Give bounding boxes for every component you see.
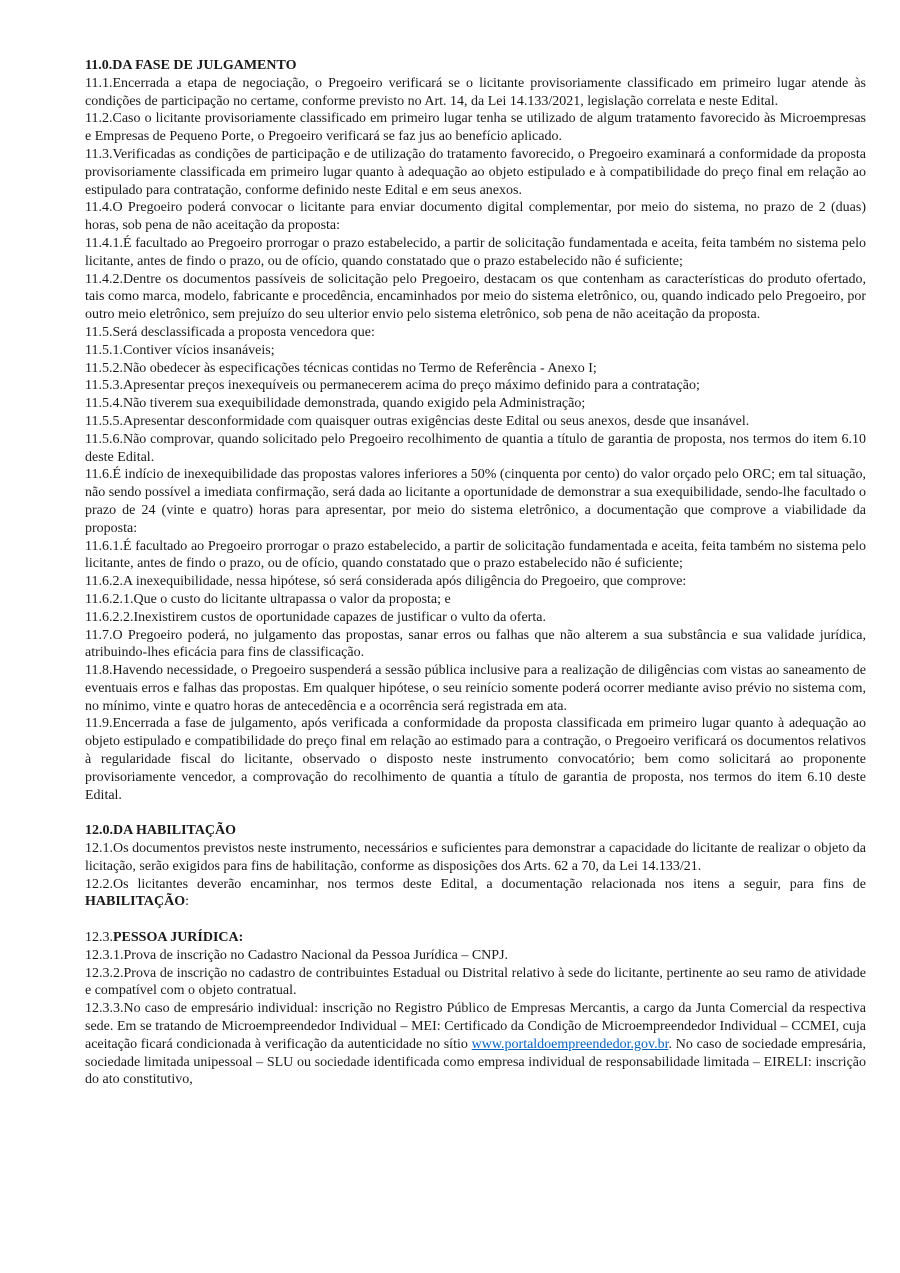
- subsection-12-3-title: PESSOA JURÍDICA:: [113, 930, 244, 946]
- portal-empreendedor-link[interactable]: www.portaldoempreendedor.gov.br: [471, 1036, 669, 1052]
- subsection-12-3-heading: [85, 929, 866, 947]
- paragraph-11-5-5: 11.5.5.Apresentar desconformidade com quaisquer outras exigências deste Edital ou seus anexos, desde que insanável.: [85, 413, 750, 429]
- section-fase-julgamento: [85, 57, 866, 804]
- paragraph-11-7: 11.7.O Pregoeiro poderá, no julgamento das propostas, sanar erros ou falhas que não alterem a sua substância e sua validade jurídica, atribuindo-lhes eficácia para fins de classificação.: [85, 627, 866, 661]
- section-12-heading: 12.0.DA HABILITAÇÃO: [85, 823, 237, 839]
- paragraph-12-2-text: 12.2.Os licitantes deverão encaminhar, nos termos deste Edital, a documentação relacionada nos itens a seguir, para fins de: [85, 876, 866, 892]
- paragraph-11-1: 11.1.Encerrada a etapa de negociação, o Pregoeiro verificará se o licitante provisoriamente classificado em primeiro lugar atende às condições de participação no certame, conforme previsto no Art. 14, da Lei 14.133/2021, legislação correlata e neste Edital.: [85, 75, 866, 109]
- paragraph-11-5-2: 11.5.2.Não obedecer às especificações técnicas contidas no Termo de Referência - Anexo I;: [85, 360, 597, 376]
- paragraph-11-6-2: 11.6.2.A inexequibilidade, nessa hipótese, só será considerada após diligência do Pregoeiro, que comprove:: [85, 574, 687, 590]
- paragraph-12-2-tail: :: [185, 894, 189, 910]
- habilitacao-bold-term: HABILITAÇÃO: [85, 894, 186, 910]
- paragraph-11-3: 11.3.Verificadas as condições de participação e de utilização do tratamento favorecido, o Pregoeiro examinará a conformidade da proposta provisoriamente classificada em primeiro lugar quanto à adequação ao objeto estipulado e à compatibilidade do preço final em relação ao estipulado para contratação, conforme definido neste Edital e em seus anexos.: [85, 146, 866, 198]
- paragraph-11-6-1: 11.6.1.É facultado ao Pregoeiro prorrogar o prazo estabelecido, a partir de solicitação fundamentada e aceita, feita também no sistema pelo licitante, antes de findo o prazo, ou de ofício, quando constatado que o prazo estabelecido não é suficiente;: [85, 538, 866, 572]
- paragraph-11-6-2-1: 11.6.2.1.Que o custo do licitante ultrapassa o valor da proposta; e: [85, 591, 451, 607]
- paragraph-11-9: 11.9.Encerrada a fase de julgamento, após verificada a conformidade da proposta classificada em primeiro lugar quanto à adequação ao objeto estipulado e compatibilidade do preço final em relação ao estimado para a contração, o Pregoeiro verificará os documentos relativos à regularidade fiscal do licitante, observado o disposto neste instrumento convocatório; bem como solicitará ao proponente provisoriamente vencedor, a comprovação do recolhimento de quantia a título de garantia de proposta, nos termos do item 6.10 deste Edital.: [85, 716, 866, 803]
- section-habilitacao: [85, 822, 866, 1089]
- paragraph-12-2: [85, 876, 866, 912]
- paragraph-11-2: 11.2.Caso o licitante provisoriamente classificado em primeiro lugar tenha se utilizado de algum tratamento favorecido às Microempresas e Empresas de Pequeno Porte, o Pregoeiro verificará se faz jus ao benefício aplicado.: [85, 111, 866, 145]
- paragraph-11-6: 11.6.É indício de inexequibilidade das propostas valores inferiores a 50% (cinquenta por cento) do valor orçado pelo ORC; em tal situação, não sendo possível a imediata confirmação, será dada ao licitante a oportunidade de demonstrar a sua exequibilidade, sendo-lhe facultado o prazo de 24 (vinte e quatro) horas para apresentar, por meio do sistema eletrônico, a documentação que comprove a viabilidade da proposta:: [85, 467, 866, 536]
- paragraph-11-5-6: 11.5.6.Não comprovar, quando solicitado pelo Pregoeiro recolhimento de quantia a título de garantia de proposta, nos termos do item 6.10 deste Edital.: [85, 431, 866, 465]
- paragraph-12-3-3: [85, 1000, 866, 1089]
- paragraph-11-5: 11.5.Será desclassificada a proposta vencedora que:: [85, 324, 375, 340]
- paragraph-11-5-1: 11.5.1.Contiver vícios insanáveis;: [85, 342, 275, 358]
- paragraph-12-3-1: 12.3.1.Prova de inscrição no Cadastro Nacional da Pessoa Jurídica – CNPJ.: [85, 947, 509, 963]
- subsection-12-3-number: 12.3.: [85, 930, 113, 946]
- paragraph-11-4-2: 11.4.2.Dentre os documentos passíveis de solicitação pelo Pregoeiro, destacam os que contenham as características do produto ofertado, tais como marca, modelo, fabricante e procedência, encaminhados por meio do sistema eletrônico, ou, quando indicado pelo Pregoeiro, por outro meio eletrônico, sem prejuízo do seu ulterior envio pelo sistema eletrônico, sob pena de não aceitação da proposta.: [85, 271, 866, 323]
- paragraph-11-6-2-2: 11.6.2.2.Inexistirem custos de oportunidade capazes de justificar o vulto da oferta.: [85, 609, 546, 625]
- paragraph-11-5-3: 11.5.3.Apresentar preços inexequíveis ou permanecerem acima do preço máximo definido para a contratação;: [85, 378, 700, 394]
- paragraph-11-4-1: 11.4.1.É facultado ao Pregoeiro prorrogar o prazo estabelecido, a partir de solicitação fundamentada e aceita, feita também no sistema pelo licitante, antes de findo o prazo, ou de ofício, quando constatado que o prazo estabelecido não é suficiente;: [85, 235, 866, 269]
- paragraph-11-5-4: 11.5.4.Não tiverem sua exequibilidade demonstrada, quando exigido pela Administração;: [85, 396, 586, 412]
- paragraph-12-3-2: 12.3.2.Prova de inscrição no cadastro de contribuintes Estadual ou Distrital relativo à sede do licitante, pertinente ao seu ramo de atividade e compatível com o objeto contratual.: [85, 965, 866, 999]
- paragraph-12-1: 12.1.Os documentos previstos neste instrumento, necessários e suficientes para demonstrar a capacidade do licitante de realizar o objeto da licitação, serão exigidos para fins de habilitação, conforme as disposições dos Arts. 62 a 70, da Lei 14.133/21.: [85, 841, 866, 874]
- paragraph-11-8: 11.8.Havendo necessidade, o Pregoeiro suspenderá a sessão pública inclusive para a realização de diligências com vistas ao saneamento de eventuais erros e falhas das propostas. Em qualquer hipótese, o seu reinício somente poderá ocorrer mediante aviso prévio no sistema com, no mínimo, vinte e quatro horas de antecedência e a ocorrência será registrada em ata.: [85, 663, 866, 714]
- paragraph-11-4: 11.4.O Pregoeiro poderá convocar o licitante para enviar documento digital complementar, por meio do sistema, no prazo de 2 (duas) horas, sob pena de não aceitação da proposta:: [85, 200, 866, 234]
- section-11-heading: 11.0.DA FASE DE JULGAMENTO: [85, 58, 297, 73]
- paragraph-12-3-3-text: 12.3.3.No caso de empresário individual: inscrição no Registro Público de Empresas Mercantis, a cargo da Junta Comercial da respectiva sede. Em se tratando de Microempreendedor Individual – MEI: Certificado da Condição de Microempreendedor Individual – CCMEI, cuja aceitação ficará condicionada à verificação da autenticidade no sítio: [85, 1001, 866, 1052]
- paragraph-12-3-3-tail: . No caso de sociedade empresária, sociedade limitada unipessoal – SLU ou sociedade identificada como empresa individual de responsabilidade limitada – EIRELI: inscrição do ato constitutivo,: [85, 1036, 866, 1088]
